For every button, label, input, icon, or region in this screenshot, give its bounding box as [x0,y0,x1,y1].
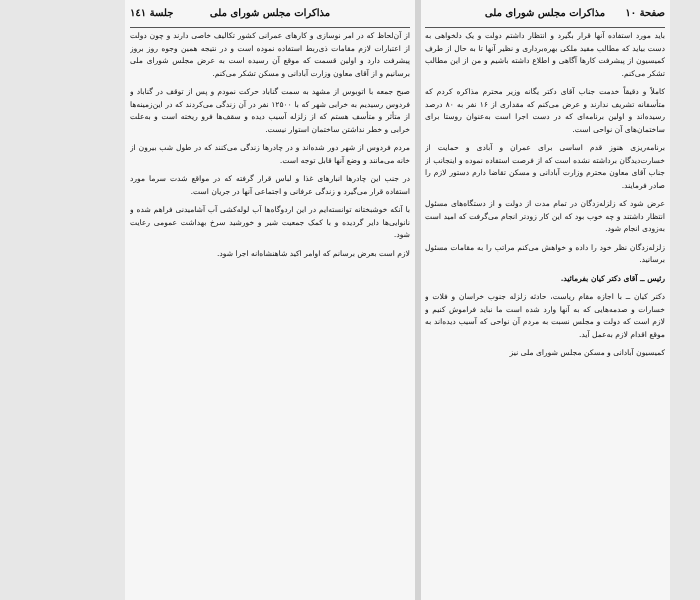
paragraph: کمیسیون آبادانی و مسکن مجلس شورای ملی نیز [509,348,665,357]
paragraph: عرض شود که زلزله‌زدگان در تمام مدت از دولت و از دستگاه‌های مسئول انتظار داشتند و چه خوب بود که این کار زودتر انجام می‌گرفت که امید است به‌زودی انجام شود. [425,199,665,233]
paragraph: برنامه‌ریزی هنوز قدم اساسی برای عمران و آبادی و حمایت از خسارت‌دیدگان برداشته نشده است که از فرصت استفاده نموده و اینجانب از جناب آقای معاون محترم وزارت آبادانی و مسکن تقاضا دارم دستور لازم را صادر فرمایند. [425,143,665,190]
right-text-column [425,30,665,595]
paragraph: کاملاً و دقیقاً خدمت جناب آقای دکتر یگانه وزیر محترم مذاکره کردم که متأسفانه تشریف ندارند و عرض می‌کنم که مقداری از ۱۶ نفر به ۸۰ درصد رسیده‌اند و اولین برنامه‌ای که در دست اجرا است به‌عنوان روستا برای ساختمان‌های آن نواحی است. [425,87,665,134]
left-header-rule [130,27,410,28]
left-page-header [130,8,410,28]
paragraph: صبح جمعه با اتوبوس از مشهد به سمت گناباد حرکت نمودم و پس از توقف در گناباد و فردوس رسیدیم به خرابی شهر که با ۱۲۵۰۰ نفر در آن زندگی می‌کردند که در این‌زمینه‌ها از متأثر و متأسف هستم که از زلزله آسیب دیده و سقف‌ها فرو ریخته است و به‌علت خرابی و خطر نداشتن ساختمان استوار نیست. [130,87,410,134]
left-text-column [130,30,410,595]
paragraph: لازم است بعرض برسانم که اوامر اکید شاهنشاه‌انه اجرا شود. [217,248,410,258]
right-page-header [425,8,665,28]
right-header-rule [425,27,665,28]
page-number: صفحة ١٠ [625,8,665,19]
column-gutter [415,0,421,600]
paragraph: در جنب این چادرها انبارهای غذا و لباس قرار گرفته که در مواقع شدت سرما مورد استفاده قرار می‌گیرد و زندگی عرفانی و اجتماعی آنها در جریان است. [130,174,410,196]
paragraph: دکتر کیان ــ با اجازه مقام ریاست، حادثه زلزله جنوب خراسان و فلات و خسارات و صدمه‌هایی که به آنها وارد شده است ما نباید فراموش کنیم و لازم است که دولت و مجلس نسبت به مردم آن نواحی که آسیب دیده‌اند به موقع اقدام لازم به‌عمل آید. [425,292,665,339]
session-number: جلسة ١٤١ [130,8,174,19]
paragraph: مردم فردوس از شهر دور شده‌اند و در چادرها زندگی می‌کنند که در طول شب بیرون از خانه می‌مانند و وضع آنها قابل توجه است. [130,143,410,165]
paragraph: زلزله‌زدگان نظر خود را داده و خواهش می‌کنم مراتب را به مقامات مسئول برسانید. [425,242,665,264]
paragraph: باید مورد استفاده آنها قرار بگیرد و انتظار داشتم دولت و یک دلخواهی به دست بیاید که مطالب مفید ملکی بهره‌برداری و نظیر آنها تا به حال از طرف کمیسیون از پیشرفت کارها آگاهی و اطلاع داشته باشیم و من از این مطالب تشکر می‌کنم. [425,31,665,78]
right-header-title: مذاکرات مجلس شورای ملی [484,8,606,19]
speaker-line: رئیس ــ آقای دکتر کیان بفرمائید. [560,273,665,283]
left-header-title: مذاکرات مجلس شورای ملی [209,8,331,19]
paragraph: با آنکه خوشبختانه توانسته‌ایم در این اردوگاه‌ها آب لوله‌کشی آب آشامیدنی فراهم شده و نانوایی‌ها دایر گردیده و با کمک جمعیت شیر و خورشید سرخ بهداشت عمومی رعایت شود. [130,205,410,239]
paragraph: از آن‌لحاظ که در امر نوسازی و کارهای عمرانی کشور تکالیف خاصی دارند و چون دولت از اعتبارات لازم مقامات ذی‌ربط استفاده نموده است و در نتیجه همین وجوه روز بروز پیشرفت دارد و اولین قسمت که موقع آن رسیده است به عرض مجلس شورای ملی برسانیم و از آقای معاون وزارت آبادانی و مسکن تشکر می‌کنم. [130,31,410,78]
